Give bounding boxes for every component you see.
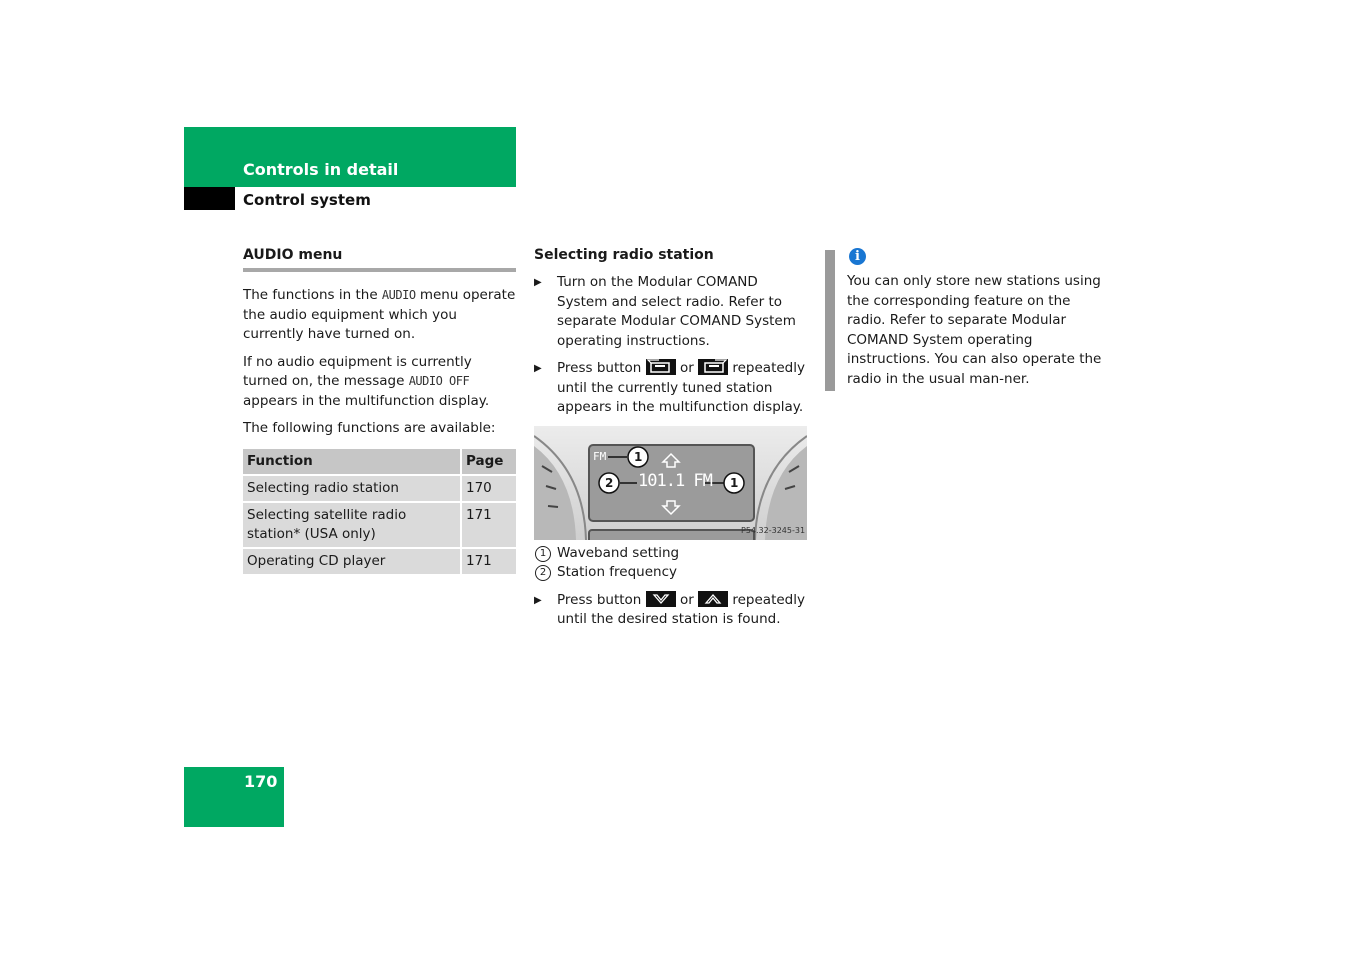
legend-item (534, 544, 807, 564)
step-press-arrow-button (534, 591, 807, 630)
callout-number: 1 (634, 449, 643, 464)
display-back-key-icon (646, 359, 676, 375)
heading-rule (243, 268, 516, 272)
display-code-audio: AUDIO (381, 288, 416, 302)
legend-number: 2 (535, 565, 551, 581)
arrow-down-key-icon (646, 591, 676, 607)
instrument-cluster-figure (534, 426, 807, 540)
audio-off-paragraph (243, 353, 516, 412)
info-side-bar (825, 250, 835, 391)
audio-menu-heading: AUDIO menu (243, 247, 343, 263)
arrow-bullet-icon: ▶ (534, 277, 542, 288)
table-header-row (243, 449, 516, 474)
subsection-title: Control system (243, 191, 371, 209)
legend-text: Waveband setting (557, 544, 680, 561)
legend-item (534, 563, 807, 583)
table-cell-function: Selecting radio station (243, 476, 460, 501)
functions-intro: The following functions are available: (243, 420, 496, 436)
legend-number: 1 (535, 546, 551, 562)
step-text: or (679, 360, 694, 376)
table-row (243, 503, 516, 547)
figure-reference-code: P54.32-3245-31 (741, 525, 806, 535)
text: menu operate the audio equipment which you currently have turned on. (243, 287, 516, 342)
step-turn-on (534, 273, 807, 351)
callout-number: 2 (605, 475, 614, 490)
table-row (243, 549, 516, 574)
table-cell-function: Operating CD player (243, 549, 460, 574)
display-code-audio-off: AUDIO OFF (408, 374, 470, 388)
step-text: or (679, 591, 694, 608)
section-title: Controls in detail (243, 160, 399, 179)
step-text: repeatedly until the currently tuned station appears in the multifunction display. (557, 360, 805, 415)
arrow-bullet-icon: ▶ (534, 363, 542, 374)
callout-number: 1 (730, 475, 739, 490)
info-icon: i (849, 248, 866, 265)
display-frequency: 101.1 FM (638, 470, 712, 491)
figure-legend (534, 544, 807, 583)
table-cell-page: 171 (460, 503, 516, 547)
step-text: Turn on the Modular COMAND System and select radio. Refer to separate Modular COMAND System operating instructions. (557, 274, 796, 349)
arrow-up-key-icon (698, 591, 728, 607)
functions-table (243, 447, 516, 576)
legend-text: Station frequency (557, 564, 677, 580)
step-press-display-button (534, 359, 807, 418)
selecting-radio-heading: Selecting radio station (534, 247, 714, 263)
table-row (243, 476, 516, 501)
page-number: 170 (244, 772, 278, 791)
display-band-label: FM (593, 449, 607, 463)
intro-paragraph (243, 286, 516, 345)
text: The functions in the (243, 287, 382, 303)
middle-column (534, 246, 807, 638)
info-note: You can only store new stations using the corresponding feature on the radio. Refer to separate Modular COMAND System operating instructions. You can also operate the radio in the usual man-ner. (847, 273, 1102, 387)
left-column (243, 246, 516, 576)
arrow-bullet-icon: ▶ (534, 594, 542, 606)
text: appears in the multifunction display. (243, 392, 490, 409)
table-header-function: Function (243, 449, 460, 474)
subsection-marker (184, 187, 235, 210)
step-text: Press button (557, 360, 642, 376)
table-cell-page: 171 (460, 549, 516, 574)
table-header-page: Page (460, 449, 516, 474)
step-text: repeatedly until the desired station is found. (557, 591, 805, 627)
table-cell-page: 170 (460, 476, 516, 501)
table-cell-function: Selecting satellite radio station* (USA only) (243, 503, 460, 547)
text: If no audio equipment is currently turned on, the message (243, 353, 472, 389)
display-forward-key-icon (698, 359, 728, 375)
step-text: Press button (557, 591, 642, 608)
